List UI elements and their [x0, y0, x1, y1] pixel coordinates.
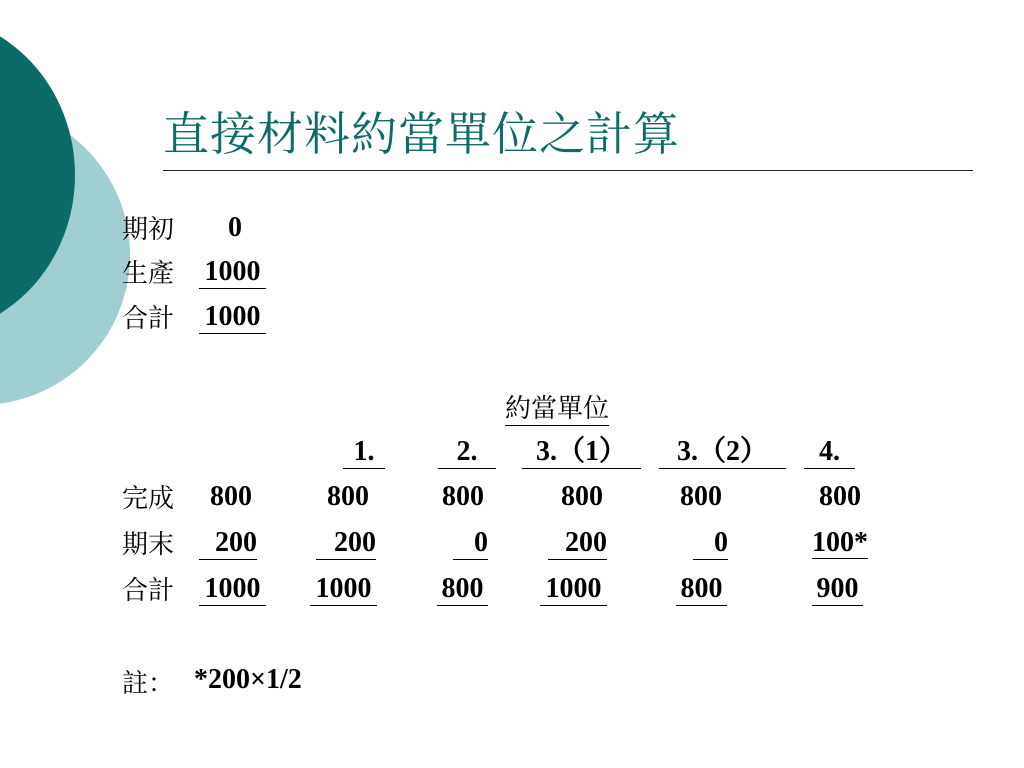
column-header-3-2: 3.（2） [659, 436, 786, 469]
note-label: 註： [122, 669, 175, 699]
note-text: *200×1/2 [194, 664, 302, 695]
table-title: 約當單位 [505, 394, 610, 424]
row-label-total: 合計 [122, 576, 175, 606]
summary-label-production: 生產 [122, 259, 175, 289]
cell-completed-4: 800 [819, 481, 861, 512]
cell-ending-3-2: 0 [693, 527, 728, 560]
cell-total-4: 900 [812, 573, 863, 606]
cell-ending-4 [812, 527, 868, 559]
cell-completed-first: 800 [210, 481, 252, 512]
title-divider [163, 170, 973, 171]
row-label-completed: 完成 [122, 484, 175, 514]
cell-completed-2: 800 [442, 481, 484, 512]
column-header-1: 1. [343, 436, 385, 469]
column-header-2: 2. [438, 436, 496, 469]
cell-ending-2: 0 [453, 527, 488, 560]
summary-label-total: 合計 [122, 304, 175, 334]
cell-ending-4-value: 100* [812, 527, 868, 558]
summary-label-beginning: 期初 [122, 215, 175, 245]
cell-total-3-2: 800 [676, 573, 727, 606]
cell-total-2: 800 [437, 573, 488, 606]
cell-total-first: 1000 [199, 573, 266, 606]
cell-total-1: 1000 [310, 573, 377, 606]
cell-ending-3-1: 200 [548, 527, 607, 560]
row-label-ending: 期末 [122, 530, 175, 560]
summary-value-production: 1000 [199, 256, 266, 289]
summary-value-beginning: 0 [228, 212, 242, 243]
cell-ending-first: 200 [199, 527, 257, 560]
cell-total-3-1: 1000 [540, 573, 607, 606]
slide-title: 直接材料約當單位之計算 [163, 109, 680, 160]
column-header-4: 4. [804, 436, 855, 469]
cell-completed-3-1: 800 [561, 481, 603, 512]
summary-value-total: 1000 [199, 301, 266, 334]
cell-ending-1: 200 [316, 527, 376, 560]
cell-completed-1: 800 [327, 481, 369, 512]
cell-completed-3-2: 800 [680, 481, 722, 512]
column-header-3-1: 3.（1） [522, 436, 641, 469]
